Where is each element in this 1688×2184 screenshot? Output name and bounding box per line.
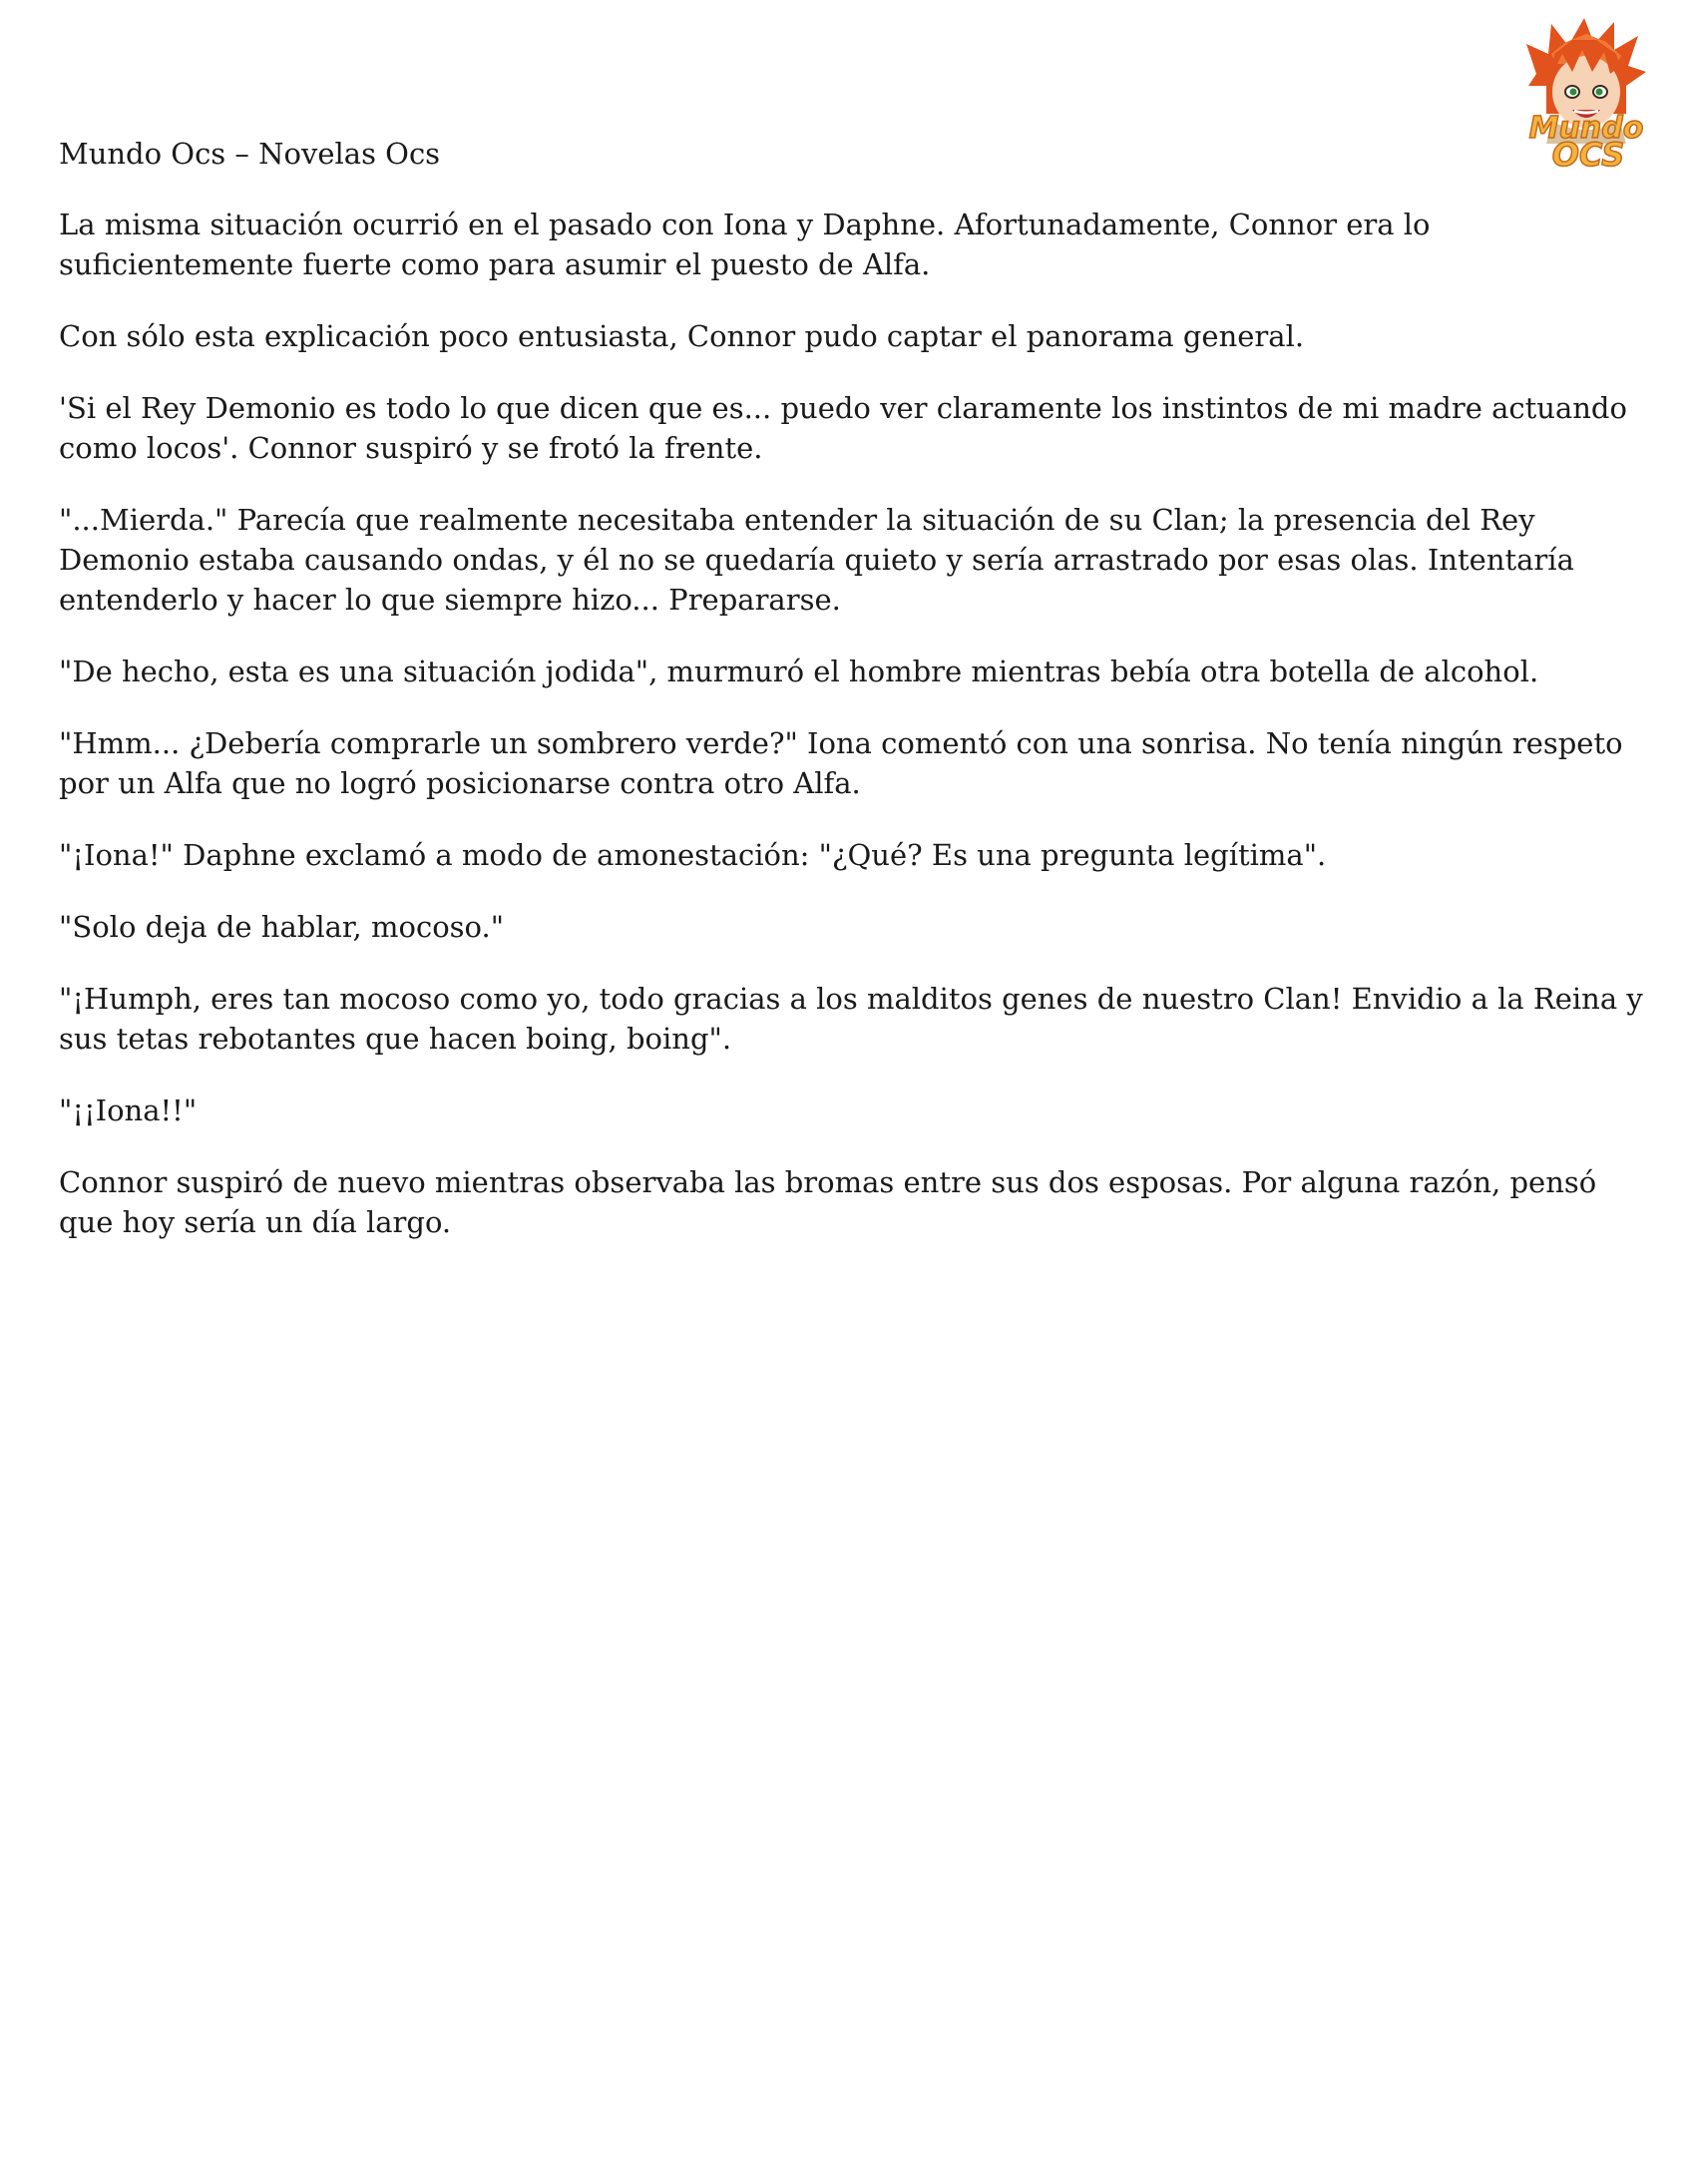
paragraph: "¡Iona!" Daphne exclamó a modo de amonestación: "¿Qué? Es una pregunta legítima".: [59, 838, 1327, 872]
paragraph: "¡Humph, eres tan mocoso como yo, todo gracias a los malditos genes de nuestro Clan! Envidio a la Reina y sus tetas rebotantes que hacen boing, boing".: [59, 982, 1643, 1056]
paragraph: "...Mierda." Parecía que realmente necesitaba entender la situación de su Clan; la presencia del Rey Demonio estaba causando ondas, y él no se quedaría quieto y sería arrastrado por esas olas. Intentaría entenderlo y hacer lo que siempre hizo... Prepararse.: [59, 503, 1574, 617]
paragraph: "¡¡Iona!!": [59, 1093, 198, 1127]
paragraph: 'Si el Rey Demonio es todo lo que dicen que es... puedo ver claramente los instintos de mi madre actuando como locos'. Connor suspiró y se frotó la frente.: [59, 391, 1627, 465]
mundo-ocs-logo: [1506, 14, 1666, 174]
paragraph: Connor suspiró de nuevo mientras observaba las bromas entre sus dos esposas. Por alguna razón, pensó que hoy sería un día largo.: [59, 1165, 1597, 1239]
paragraph: "Hmm... ¿Debería comprarle un sombrero verde?" Iona comentó con una sonrisa. No tenía ningún respeto por un Alfa que no logró posicionarse contra otro Alfa.: [59, 726, 1623, 800]
paragraph: Con sólo esta explicación poco entusiasta, Connor pudo captar el panorama general.: [59, 319, 1305, 353]
page-header: Mundo Ocs – Novelas Ocs: [59, 137, 441, 171]
paragraph: "De hecho, esta es una situación jodida", murmuró el hombre mientras bebía otra botella de alcohol.: [59, 655, 1539, 688]
paragraph: "Solo deja de hablar, mocoso.": [59, 910, 505, 944]
logo-line2: OCS: [1551, 136, 1625, 174]
logo-line1: Mundo: [1528, 111, 1644, 146]
body-text: [59, 205, 1645, 1274]
paragraph: La misma situación ocurrió en el pasado con Iona y Daphne. Afortunadamente, Connor era lo suficientemente fuerte como para asumir el puesto de Alfa.: [59, 208, 1431, 281]
